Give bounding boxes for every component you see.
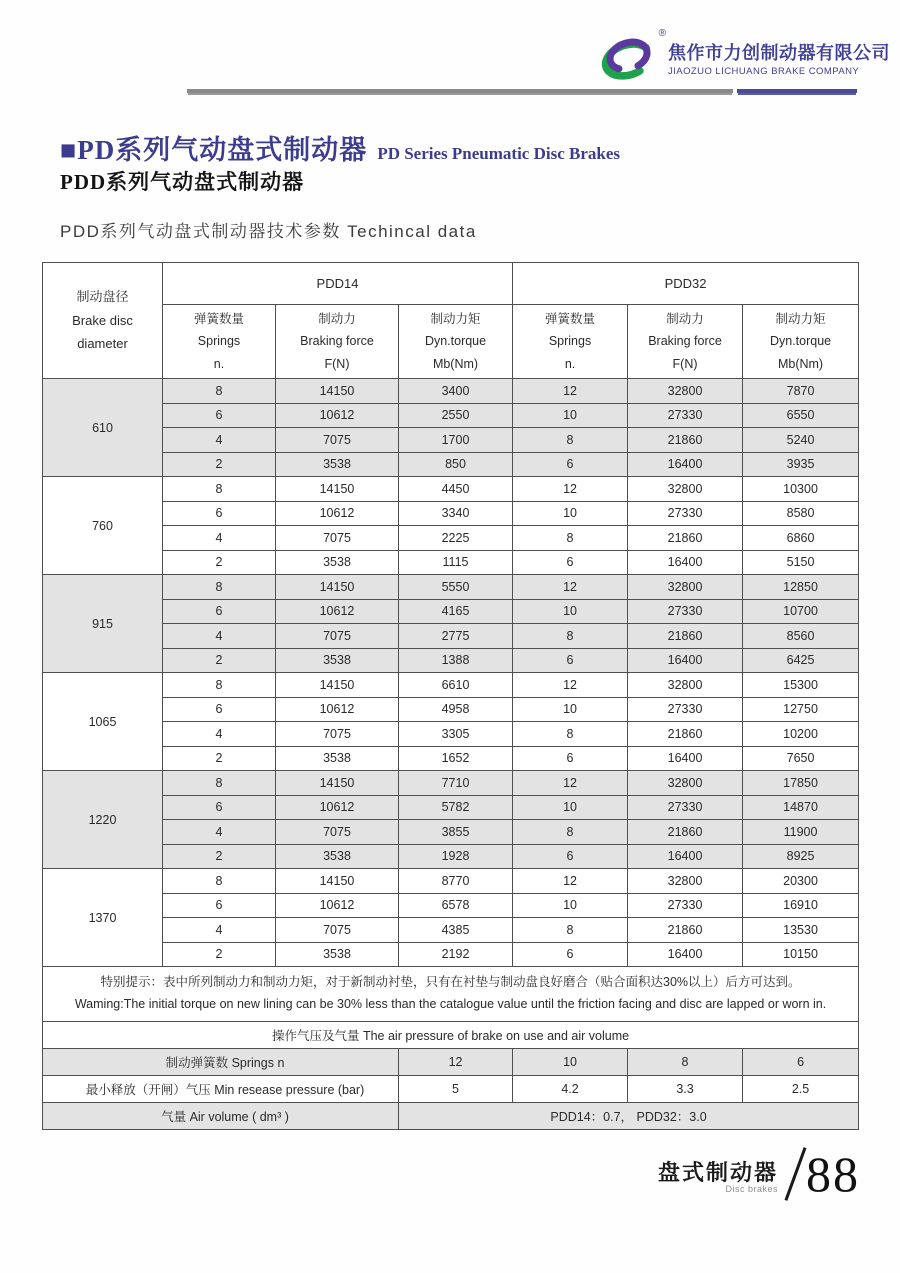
table-cell: 1652 [399, 746, 513, 771]
table-cell: 3538 [276, 844, 399, 869]
table-cell: 21860 [628, 820, 743, 845]
table-row [43, 771, 859, 796]
table-cell: 2 [163, 648, 276, 673]
table-cell: 4 [163, 428, 276, 453]
company-name-cn: 焦作市力创制动器有限公司 [668, 43, 890, 63]
table-row [43, 746, 859, 771]
table-cell: 21860 [628, 624, 743, 649]
table-row [43, 550, 859, 575]
table-row [43, 379, 859, 404]
table-cell: 1928 [399, 844, 513, 869]
table-cell: 21860 [628, 428, 743, 453]
table-cell: 4450 [399, 477, 513, 502]
table-title: PDD系列气动盘式制动器技术参数 Techincal data [60, 222, 477, 241]
table-cell: 11900 [743, 820, 859, 845]
table-cell: 6 [163, 403, 276, 428]
model-header-row [43, 263, 859, 305]
table-cell: 3538 [276, 746, 399, 771]
springs-count-value: 6 [743, 1048, 859, 1075]
min-release-pressure-value: 3.3 [628, 1075, 743, 1102]
brake-disc-diameter-cell: 1370 [43, 869, 163, 967]
table-cell: 2 [163, 746, 276, 771]
air-volume-row [43, 1102, 859, 1129]
header-dyn-torque-pdd32: 制动力矩 Dyn.torque Mb(Nm) [743, 305, 859, 379]
table-cell: 8 [513, 526, 628, 551]
brand-header [594, 28, 890, 88]
footer-label-block [658, 1156, 778, 1194]
table-cell: 14150 [276, 477, 399, 502]
table-cell: 2 [163, 550, 276, 575]
table-cell: 10 [513, 893, 628, 918]
table-cell: 21860 [628, 918, 743, 943]
table-row [43, 501, 859, 526]
table-cell: 3855 [399, 820, 513, 845]
table-cell: 12850 [743, 575, 859, 600]
table-cell: 8770 [399, 869, 513, 894]
table-cell: 14150 [276, 379, 399, 404]
table-cell: 3538 [276, 550, 399, 575]
table-cell: 4 [163, 722, 276, 747]
table-header [43, 263, 859, 379]
table-cell: 10700 [743, 599, 859, 624]
table-cell: 7075 [276, 722, 399, 747]
table-cell: 6 [163, 697, 276, 722]
table-cell: 32800 [628, 477, 743, 502]
table-cell: 10 [513, 403, 628, 428]
table-cell: 1388 [399, 648, 513, 673]
header-rule-purple [737, 89, 857, 93]
registered-trademark-icon: ® [658, 28, 666, 39]
table-row [43, 599, 859, 624]
table-cell: 8925 [743, 844, 859, 869]
table-cell: 14150 [276, 575, 399, 600]
table-cell: 5550 [399, 575, 513, 600]
table-cell: 6550 [743, 403, 859, 428]
table-cell: 12750 [743, 697, 859, 722]
page-number: 88 [806, 1146, 860, 1202]
min-release-pressure-value: 4.2 [513, 1075, 628, 1102]
table-cell: 2775 [399, 624, 513, 649]
table-cell: 4 [163, 526, 276, 551]
table-cell: 5782 [399, 795, 513, 820]
footer-label-en: Disc brakes [725, 1184, 778, 1194]
table-cell: 6 [163, 795, 276, 820]
table-cell: 12 [513, 575, 628, 600]
sub-header-row [43, 305, 859, 379]
min-release-pressure-value: 5 [399, 1075, 513, 1102]
header-braking-force-pdd14: 制动力 Braking force F(N) [276, 305, 399, 379]
table-cell: 5240 [743, 428, 859, 453]
min-release-pressure-value: 2.5 [743, 1075, 859, 1102]
table-cell: 16400 [628, 942, 743, 967]
table-cell: 12 [513, 477, 628, 502]
table-cell: 13530 [743, 918, 859, 943]
table-row [43, 869, 859, 894]
table-cell: 8 [163, 869, 276, 894]
table-cell: 7870 [743, 379, 859, 404]
warning-row [43, 967, 859, 1022]
table-row [43, 918, 859, 943]
series-title-en: PD Series Pneumatic Disc Brakes [377, 144, 620, 163]
table-cell: 6 [513, 648, 628, 673]
table-cell: 20300 [743, 869, 859, 894]
table-cell: 32800 [628, 575, 743, 600]
springs-count-value: 12 [399, 1048, 513, 1075]
table-row [43, 722, 859, 747]
brake-disc-diameter-cell: 915 [43, 575, 163, 673]
header-dyn-torque-pdd14: 制动力矩 Dyn.torque Mb(Nm) [399, 305, 513, 379]
table-cell: 3340 [399, 501, 513, 526]
company-name-block [668, 39, 890, 77]
table-cell: 27330 [628, 403, 743, 428]
table-cell: 14150 [276, 673, 399, 698]
table-row [43, 477, 859, 502]
table-cell: 7075 [276, 428, 399, 453]
table-cell: 3305 [399, 722, 513, 747]
corner-header-cell [43, 263, 163, 379]
table-cell: 16400 [628, 452, 743, 477]
springs-count-label: 制动弹簧数 Springs n [43, 1048, 399, 1075]
table-cell: 27330 [628, 599, 743, 624]
table-row [43, 452, 859, 477]
brake-disc-diameter-cell: 610 [43, 379, 163, 477]
company-name-en: JIAOZUO LICHUANG BRAKE COMPANY [668, 66, 860, 77]
table-cell: 16910 [743, 893, 859, 918]
table-cell: 6 [163, 599, 276, 624]
table-cell: 4 [163, 624, 276, 649]
table-cell: 12 [513, 869, 628, 894]
brake-disc-diameter-cell: 1220 [43, 771, 163, 869]
table-cell: 2550 [399, 403, 513, 428]
table-row [43, 942, 859, 967]
table-cell: 12 [513, 379, 628, 404]
table-cell: 10300 [743, 477, 859, 502]
header-braking-force-pdd32: 制动力 Braking force F(N) [628, 305, 743, 379]
table-cell: 4165 [399, 599, 513, 624]
table-cell: 32800 [628, 869, 743, 894]
table-cell: 8 [513, 722, 628, 747]
table-cell: 21860 [628, 526, 743, 551]
table-cell: 3538 [276, 452, 399, 477]
table-cell: 14870 [743, 795, 859, 820]
page-footer [658, 1146, 860, 1202]
table-body [43, 379, 859, 967]
min-release-pressure-label: 最小释放（开闸）气压 Min resease pressure (bar) [43, 1075, 399, 1102]
table-cell: 1115 [399, 550, 513, 575]
table-row [43, 403, 859, 428]
table-cell: 4 [163, 820, 276, 845]
table-cell: 10612 [276, 501, 399, 526]
subseries-title: PDD系列气动盘式制动器 [60, 170, 305, 194]
table-cell: 7075 [276, 624, 399, 649]
table-cell: 27330 [628, 893, 743, 918]
table-cell: 8 [513, 918, 628, 943]
table-cell: 6578 [399, 893, 513, 918]
table-cell: 12 [513, 673, 628, 698]
table-row [43, 673, 859, 698]
table-cell: 8 [163, 477, 276, 502]
table-cell: 3400 [399, 379, 513, 404]
table-cell: 8 [513, 624, 628, 649]
table-cell: 3935 [743, 452, 859, 477]
table-cell: 3538 [276, 648, 399, 673]
corner-line-en1: Brake disc [72, 312, 133, 328]
table-row [43, 795, 859, 820]
table-row [43, 820, 859, 845]
air-volume-value: PDD14：0.7， PDD32：3.0 [399, 1102, 859, 1129]
table-cell: 4 [163, 918, 276, 943]
table-cell: 10 [513, 599, 628, 624]
table-cell: 10 [513, 697, 628, 722]
table-cell: 10 [513, 501, 628, 526]
table-cell: 6 [513, 746, 628, 771]
header-springs-pdd14: 弹簧数量 Springs n. [163, 305, 276, 379]
table-cell: 10200 [743, 722, 859, 747]
logo-swirl-icon [594, 28, 664, 88]
table-cell: 6860 [743, 526, 859, 551]
table-cell: 8 [163, 673, 276, 698]
table-cell: 7650 [743, 746, 859, 771]
table-cell: 16400 [628, 844, 743, 869]
table-cell: 3538 [276, 942, 399, 967]
table-cell: 27330 [628, 795, 743, 820]
footer-slash-divider [785, 1147, 807, 1201]
table-cell: 14150 [276, 771, 399, 796]
table-row [43, 624, 859, 649]
air-section-cell: 操作气压及气量 The air pressure of brake on use and air volume [43, 1021, 859, 1048]
warning-note-cell [43, 967, 859, 1022]
corner-line-cn: 制动盘径 [76, 289, 129, 305]
table-cell: 8 [163, 379, 276, 404]
table-cell: 4958 [399, 697, 513, 722]
table-cell: 7075 [276, 820, 399, 845]
model-header-pdd32: PDD32 [513, 263, 859, 305]
table-cell: 27330 [628, 697, 743, 722]
company-logo [594, 28, 664, 88]
table-cell: 6 [513, 550, 628, 575]
model-header-pdd14: PDD14 [163, 263, 513, 305]
table-cell: 17850 [743, 771, 859, 796]
brake-disc-diameter-cell: 1065 [43, 673, 163, 771]
table-cell: 8 [163, 771, 276, 796]
corner-line-en2: diameter [77, 336, 128, 352]
table-cell: 6610 [399, 673, 513, 698]
table-cell: 2 [163, 844, 276, 869]
technical-data-table [42, 262, 859, 1130]
table-cell: 7710 [399, 771, 513, 796]
air-section-row [43, 1021, 859, 1048]
table-cell: 27330 [628, 501, 743, 526]
brake-disc-diameter-cell: 760 [43, 477, 163, 575]
table-cell: 6425 [743, 648, 859, 673]
table-cell: 6 [513, 452, 628, 477]
table-row [43, 893, 859, 918]
table-cell: 10 [513, 795, 628, 820]
table-cell: 12 [513, 771, 628, 796]
table-cell: 1700 [399, 428, 513, 453]
table-cell: 850 [399, 452, 513, 477]
header-rule-gray [187, 89, 733, 93]
table-cell: 8580 [743, 501, 859, 526]
table-row [43, 648, 859, 673]
table-cell: 6 [163, 501, 276, 526]
table-cell: 2 [163, 942, 276, 967]
header-springs-pdd32: 弹簧数量 Springs n. [513, 305, 628, 379]
table-row [43, 428, 859, 453]
table-cell: 16400 [628, 746, 743, 771]
series-title [60, 128, 620, 167]
table-row [43, 697, 859, 722]
table-cell: 16400 [628, 648, 743, 673]
table-cell: 32800 [628, 379, 743, 404]
table-row [43, 844, 859, 869]
table-cell: 10150 [743, 942, 859, 967]
table-cell: 8 [513, 820, 628, 845]
table-cell: 2225 [399, 526, 513, 551]
table-cell: 5150 [743, 550, 859, 575]
table-cell: 7075 [276, 526, 399, 551]
table-cell: 8 [513, 428, 628, 453]
springs-count-value: 10 [513, 1048, 628, 1075]
table-cell: 6 [513, 942, 628, 967]
table-cell: 32800 [628, 771, 743, 796]
table-cell: 2 [163, 452, 276, 477]
springs-count-value: 8 [628, 1048, 743, 1075]
table-cell: 10612 [276, 403, 399, 428]
table-row [43, 575, 859, 600]
table-cell: 10612 [276, 795, 399, 820]
table-cell: 6 [163, 893, 276, 918]
table-cell: 10612 [276, 697, 399, 722]
table-cell: 8560 [743, 624, 859, 649]
springs-count-row [43, 1048, 859, 1075]
table-cell: 7075 [276, 918, 399, 943]
min-release-pressure-row [43, 1075, 859, 1102]
table-cell: 14150 [276, 869, 399, 894]
table-cell: 32800 [628, 673, 743, 698]
air-volume-label: 气量 Air volume ( dm³ ) [43, 1102, 399, 1129]
table-notes-body [43, 967, 859, 1130]
table-cell: 10612 [276, 599, 399, 624]
table-cell: 6 [513, 844, 628, 869]
table-row [43, 526, 859, 551]
warning-text-en: Waming:The initial torque on new lining can be 30% less than the catalogue value until the friction facing and disc are lapped or worn in. [74, 996, 827, 1011]
table-cell: 16400 [628, 550, 743, 575]
warning-text-cn: 特别提示：表中所列制动力和制动力矩，对于新制动衬垫，只有在衬垫与制动盘良好磨合（贴合面积达30%以上）后方可达到。 [100, 975, 801, 989]
table-cell: 4385 [399, 918, 513, 943]
series-title-cn: ■PD系列气动盘式制动器 [60, 135, 368, 165]
table-cell: 21860 [628, 722, 743, 747]
table-cell: 2192 [399, 942, 513, 967]
table-cell: 8 [163, 575, 276, 600]
footer-label-cn: 盘式制动器 [657, 1160, 778, 1185]
table-cell: 15300 [743, 673, 859, 698]
table-cell: 10612 [276, 893, 399, 918]
